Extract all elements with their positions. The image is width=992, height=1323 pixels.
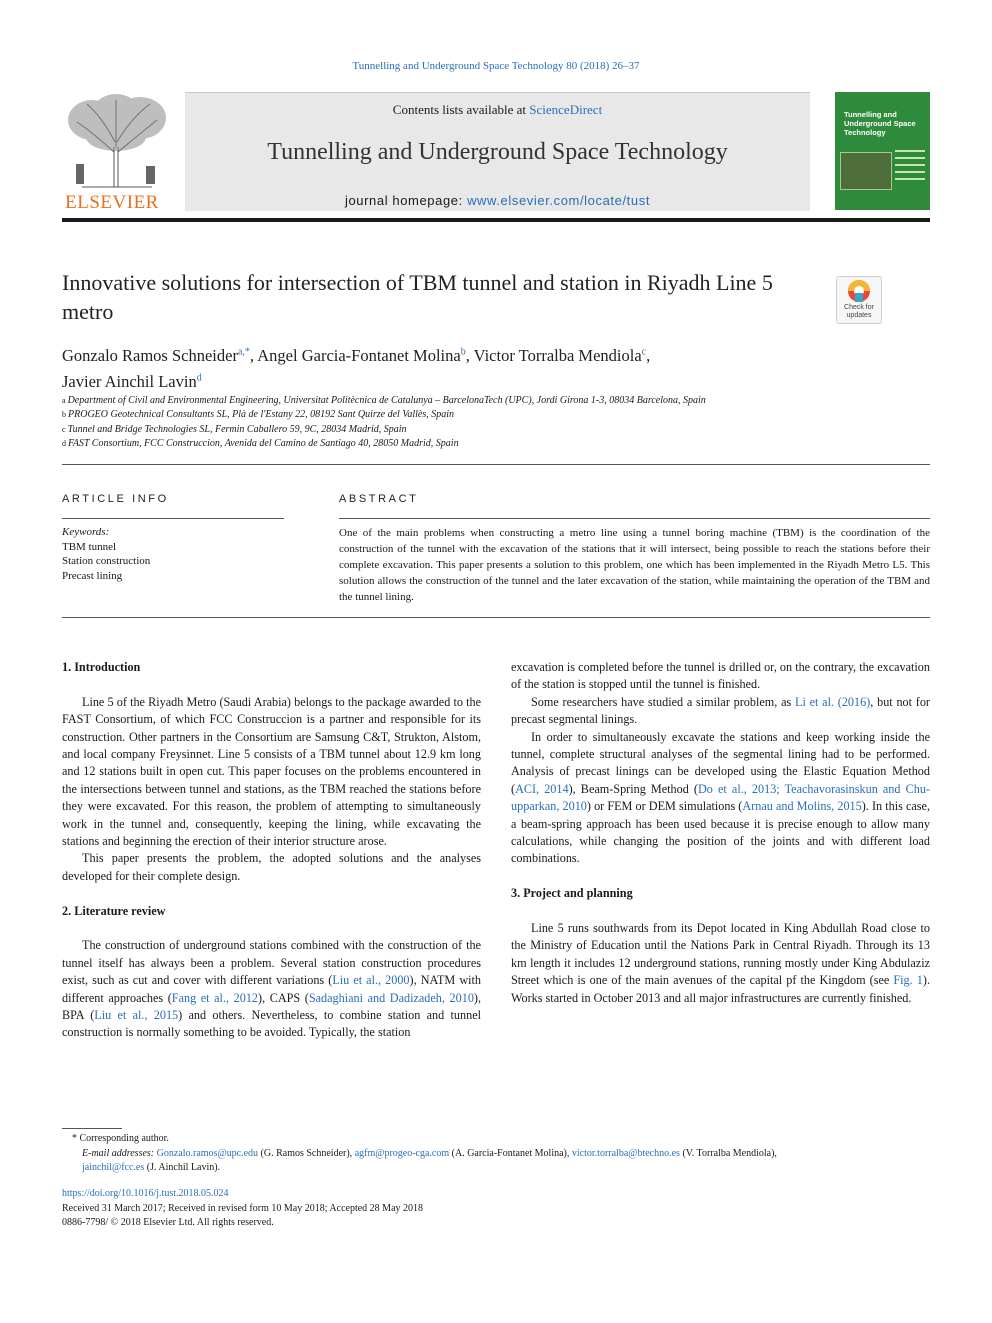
author-affiliation-link[interactable]: b	[460, 346, 466, 357]
sciencedirect-link[interactable]: ScienceDirect	[529, 102, 603, 117]
journal-title: Tunnelling and Underground Space Technology	[267, 139, 728, 165]
email-link[interactable]: victor.torralba@btechno.es	[571, 1147, 680, 1159]
author: Angel Garcia-Fontanet Molina$^b$,	[257, 345, 474, 365]
author-list	[62, 340, 822, 393]
masthead-center-panel	[185, 92, 810, 211]
crossmark-button[interactable]	[836, 276, 882, 324]
citation-link[interactable]: Li et al. (2016)	[795, 694, 871, 709]
masthead-rule	[62, 218, 930, 222]
paragraph: Line 5 of the Riyadh Metro (Saudi Arabia) belongs to the package awarded to the FAST Consortium, of which FCC Construccion is a partner and responsible for its construction. Other partners in the Consortium are Samsung C&T, Strukton, Alstom, and local company Freysinnet. Line 5 consists of a TBM tunnel about 12.9 km long and 12 stations built in open cut. This paper focuses on the problems encountered in the intersections between tunnel and stations, as the TBM reached the stations before they were excavated. For this reason, the problem of attempting to simultaneously work in the tunnel and, consequently, keeping the lining, while excavating the stations and beginning the erection of their interior structure arose.	[62, 694, 481, 849]
author: Gonzalo Ramos Schneider$^{a,*}$,	[62, 345, 258, 365]
elsevier-wordmark: ELSEVIER	[65, 192, 159, 213]
section-heading: 3. Project and planning	[511, 886, 633, 901]
journal-masthead	[62, 92, 930, 214]
crossmark-icon	[837, 277, 881, 305]
journal-cover-thumbnail[interactable]	[835, 92, 930, 210]
citation-link[interactable]: Fang et al., 2012	[171, 990, 259, 1005]
doi-link[interactable]: https://doi.org/10.1016/j.tust.2018.05.024	[62, 1188, 229, 1199]
citation-link[interactable]: Do et al., 2013; Teachavorasinskun and Chu-upparkan, 2010	[511, 781, 930, 814]
homepage-link[interactable]: www.elsevier.com/locate/tust	[467, 193, 651, 208]
paragraph: excavation is completed before the tunnel is drilled or, on the contrary, the excavation of the station is stopped until the tunnel is finished.	[511, 660, 930, 692]
divider	[339, 518, 930, 519]
section-heading: 1. Introduction	[62, 660, 141, 674]
divider	[62, 464, 930, 465]
article-info-heading: ARTICLE INFO	[62, 493, 169, 505]
affiliation: $^d$ FAST Consortium, FCC Construccion, Avenida del Camino de Santiago 40, 28050 Madrid, Spain	[62, 437, 459, 449]
citation-link[interactable]: Liu et al., 2000	[332, 973, 410, 988]
email-link[interactable]: agfm@progeo-cga.com	[354, 1147, 450, 1159]
email-link[interactable]: Gonzalo.ramos@upc.edu	[156, 1147, 259, 1159]
keywords-block	[62, 525, 284, 583]
abstract-text: One of the main problems when constructing a metro line using a tunnel boring machine (TBM) is the coordination of the construction of the tunnel with the excavation of the stations that it will intersect, being possible to reach the stations before their complete excavation. This paper presents a solution to this problem, one which has been implemented in the Riyadh Metro L5. This solution allows the construction of the tunnel and the later excavation of the station, while maintaining the operation of the TBM and the tunnel lining.	[339, 527, 930, 603]
keywords-label: Keywords:	[62, 526, 110, 538]
received-dates: Received 31 March 2017; Received in revised form 10 May 2018; Accepted 28 May 2018	[62, 1202, 424, 1214]
keyword: Station construction	[62, 555, 151, 567]
author-affiliation-link[interactable]: a,*	[237, 346, 250, 357]
corresponding-author-note: * Corresponding author.	[72, 1133, 169, 1144]
homepage-prefix: journal homepage:	[344, 193, 463, 208]
paragraph: The construction of underground stations combined with the construction of the tunnel itself has always been a problem. Several station construction procedures exist, such as cut and cover with different variations (Liu et al., 2000), NATM with different approaches (Fang et al., 2012), CAPS (Sadaghiani and Dadizadeh, 2010), BPA (Liu et al., 2015) and others. Nevertheless, to combine station and tunnel construction is normally something to be avoided. Typically, the station	[62, 938, 482, 1040]
cover-list-decoration	[895, 150, 925, 185]
author: Javier Ainchil Lavin$^d$	[62, 372, 202, 391]
author-affiliation-link[interactable]: c	[641, 346, 647, 357]
author: Victor Torralba Mendiola$^c$,	[473, 345, 651, 365]
citation-link[interactable]: ACI, 2014	[515, 781, 569, 796]
journal-homepage-line	[185, 193, 810, 208]
citation-link[interactable]: Arnau and Molins, 2015	[742, 799, 862, 814]
footnotes	[62, 1132, 930, 1176]
divider	[62, 617, 930, 618]
affiliation: $^a$ Department of Civil and Environmental Engineering, Universitat Politècnica de Catalunya – BarcelonaTech (UPC), Jordi Girona 1-3, 08034 Barcelona, Spain	[62, 395, 706, 406]
footnote-rule	[62, 1128, 122, 1129]
contents-prefix: Contents lists available at	[392, 102, 527, 117]
article-title: Innovative solutions for intersection of TBM tunnel and station in Riyadh Line 5 metro	[62, 270, 773, 324]
section-heading: 2. Literature review	[62, 903, 166, 918]
keyword: Precast lining	[62, 569, 123, 582]
citation-link[interactable]: Sadaghiani and Dadizadeh, 2010	[308, 990, 474, 1005]
paragraph: Line 5 runs southwards from its Depot located in King Abdullah Road close to the Ministry of Education until the Nations Park in Central Riyadh. Through its 13 km length it includes 12 underground stations, running mostly under King Abdulaziz Street which is one of the main avenues of the capital pf the Kingdom (see Fig. 1). Works started in October 2013 and all major infrastructures are currently finished.	[511, 921, 931, 1005]
divider	[62, 518, 284, 519]
body-column-right	[511, 659, 930, 1007]
citation-link[interactable]: Liu et al., 2015	[94, 1008, 179, 1023]
cover-image	[840, 152, 892, 190]
abstract-heading: ABSTRACT	[339, 493, 419, 505]
paragraph: This paper presents the problem, the adopted solutions and the analyses developed for their complete design.	[62, 851, 481, 883]
bibliographic-info	[62, 1187, 930, 1231]
email-link[interactable]: jainchil@fcc.es	[82, 1162, 145, 1173]
keyword: TBM tunnel	[62, 540, 117, 553]
figure-link[interactable]: Fig. 1	[893, 973, 923, 988]
paragraph: In order to simultaneously excavate the stations and keep working inside the tunnel, complete structural analyses of the segmental lining had to be performed. Analysis of precast linings can be developed using the Elastic Equation Method (ACI, 2014), Beam-Spring Method (Do et al., 2013; Teachavorasinskun and Chu-upparkan, 2010) or FEM or DEM simulations (Arnau and Molins, 2015). In this case, a beam-spring approach has been used because it is precise enough to allow many calculations, while changing the position of the joints and with different load combinations.	[511, 729, 930, 866]
elsevier-logo	[62, 92, 182, 214]
author-affiliation-link[interactable]: d	[196, 372, 202, 384]
running-header[interactable]: Tunnelling and Underground Space Technology 80 (2018) 26–37	[352, 60, 640, 72]
affiliation: $^b$ PROGEO Geotechnical Consultants SL, Plà de l'Estany 22, 08192 Sant Quirze del Vallès, Spain	[62, 409, 454, 421]
affiliation-list	[62, 394, 922, 451]
crossmark-label: Check for updates	[844, 304, 874, 319]
affiliation: $^c$ Tunnel and Bridge Technologies SL, Fermin Caballero 59, 9C, 28034 Madrid, Spain	[62, 423, 407, 435]
paragraph: Some researchers have studied a similar problem, as Li et al. (2016), but not for precast segmental linings.	[511, 694, 930, 727]
elsevier-tree-icon	[62, 92, 172, 192]
email-addresses: E-mail addresses: Gonzalo.ramos@upc.edu (G. Ramos Schneider), agfm@progeo-cga.com (A. Garcia-Fontanet Molina), victor.torralba@btechno.es (V. Torralba Mendiola), jainchil@fcc.es (J. Ainchil Lavin).	[82, 1147, 777, 1173]
contents-line	[185, 102, 810, 118]
copyright-line: 0886-7798/ © 2018 Elsevier Ltd. All rights reserved.	[62, 1217, 274, 1228]
cover-title: Tunnelling and Underground Space Technology	[844, 110, 916, 137]
body-column-left	[62, 659, 481, 1042]
